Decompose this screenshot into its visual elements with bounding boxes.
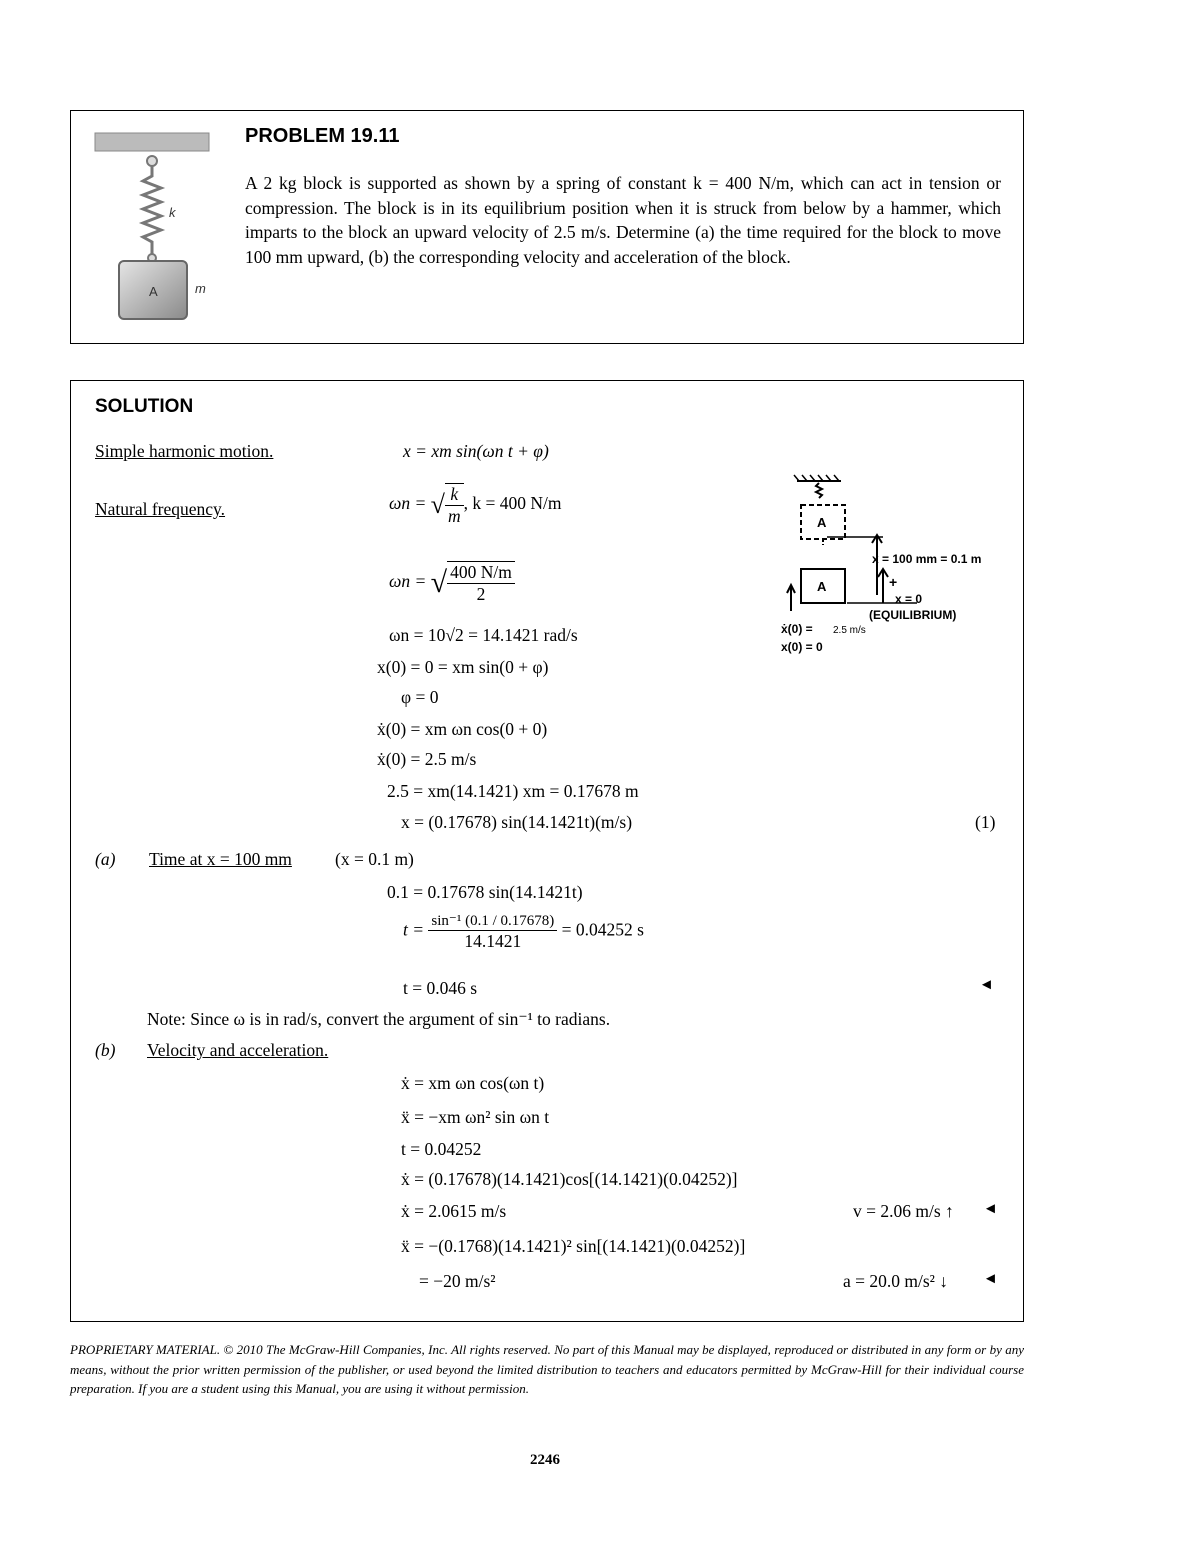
x0-equation: x(0) = 0 = xm sin(0 + φ) [377, 657, 549, 677]
sketch-distance-label: x = 100 mm = 0.1 m [872, 552, 982, 566]
shm-equation: x = xm sin(ωn t + φ) [403, 441, 549, 461]
part-b-marker: (b) [95, 1040, 116, 1060]
sketch-x0-label: x = 0 [895, 592, 923, 606]
xdot-substitution: ẋ = (0.17678)(14.1421)cos[(14.1421)(0.04252)] [401, 1169, 738, 1189]
answer-marker-a: ◄ [983, 1271, 998, 1287]
omega-n-equation: ωn = √ $\frac{400 N/m}{2}$ [389, 561, 515, 605]
natural-frequency-label: Natural frequency. [95, 499, 226, 519]
answer-marker-t: ◄ [979, 977, 994, 993]
omega-n-value: ωn = 10√2 = 14.1421 rad/s [389, 625, 578, 645]
part-a-condition: (x = 0.1 m) [335, 849, 414, 869]
part-a-equation: 0.1 = 0.17678 sin(14.1421t) [387, 882, 583, 902]
t-result: t = 0.046 s [403, 978, 478, 998]
xdot-value: ẋ = 2.0615 m/s [401, 1201, 507, 1221]
block-a-label: A [149, 284, 158, 299]
sketch-equilibrium-label: (EQUILIBRIUM) [869, 608, 957, 622]
ceiling [95, 133, 209, 151]
answer-marker-v: ◄ [983, 1201, 998, 1217]
sketch-block-upper-label: A [817, 515, 827, 530]
xddot-value: = −20 m/s² [419, 1271, 496, 1291]
sketch-block-lower-label: A [817, 579, 827, 594]
spring [143, 166, 161, 256]
sketch-xdot0-value: 2.5 m/s [833, 625, 866, 636]
spring-block-figure [93, 131, 223, 326]
acceleration-answer: a = 20.0 m/s² ↓ [843, 1271, 949, 1291]
xddot-substitution: ẍ = −(0.1768)(14.1421)² sin[(14.1421)(0.04252)] [401, 1236, 746, 1256]
sketch-plus-label: + [889, 574, 898, 590]
note: Note: Since ω is in rad/s, convert the argument of sin⁻¹ to radians. [147, 1009, 611, 1029]
copyright-footer [70, 1340, 1024, 1399]
equation-number: (1) [975, 812, 996, 832]
velocity-answer: v = 2.06 m/s ↑ [853, 1201, 954, 1221]
natural-frequency-equation: ωn = √ $\frac{k}{m}$ , k = 400 N/m [389, 484, 562, 526]
solution-title: SOLUTION [95, 396, 194, 417]
problem-box [70, 110, 1024, 344]
solution-box [70, 380, 1024, 1322]
problem-statement: A 2 kg block is supported as shown by a spring of constant k = 400 N/m, which can act in tension or compression. The block is in its equilibrium position when it is struck from below by a hammer, which imparts to the block an upward velocity of 2.5 m/s. Determine (a) the time required for the block to move 100 mm upward, (b) the corresponding velocity and acceleration of the block. [245, 173, 1001, 267]
phi-equation: φ = 0 [401, 687, 439, 707]
x-equation: x = (0.17678) sin(14.1421t)(m/s) [401, 812, 633, 832]
t-equation: t = $\frac{\text{sin⁻¹ (0.1 / 0.17678)}}{14.1421}$ = 0.04252 s [403, 913, 644, 951]
sketch-x0-init-label: x(0) = 0 [781, 640, 823, 654]
t-value: t = 0.04252 [401, 1139, 482, 1159]
problem-title: PROBLEM 19.11 [245, 125, 400, 147]
page-number: 2246 [530, 1452, 560, 1468]
part-b-label: Velocity and acceleration. [147, 1040, 329, 1060]
xdot0-equation: ẋ(0) = xm ωn cos(0 + 0) [377, 719, 548, 739]
shm-label: Simple harmonic motion. [95, 441, 274, 461]
equilibrium-sketch [777, 473, 1007, 658]
footer-notice: No part of this Manual may be displayed, reproduced or distributed in any form or by any means, without the prior written permission of the publisher, or used beyond the limited distribution to teachers and educators permitted by McGraw-Hill for their individual course preparation. If you are a student using this Manual, you are using it without permission. [70, 1342, 1024, 1396]
xm-equation: 2.5 = xm(14.1421) xm = 0.17678 m [387, 781, 639, 801]
spring-hook [147, 156, 157, 166]
xddot-equation: ẍ = −xm ωn² sin ωn t [401, 1107, 550, 1127]
mass-m-label: m [195, 281, 206, 296]
footer-proprietary: PROPRIETARY MATERIAL. © 2010 The McGraw-Hill Companies, Inc. All rights reserved. [70, 1342, 551, 1357]
spring-k-label: k [169, 205, 176, 220]
xdot0-value: ẋ(0) = 2.5 m/s [377, 749, 477, 769]
part-a-marker: (a) [95, 849, 116, 869]
sketch-xdot0-label: ẋ(0) = [781, 622, 813, 636]
xdot-equation: ẋ = xm ωn cos(ωn t) [401, 1073, 545, 1093]
part-a-label: Time at x = 100 mm [149, 849, 292, 869]
